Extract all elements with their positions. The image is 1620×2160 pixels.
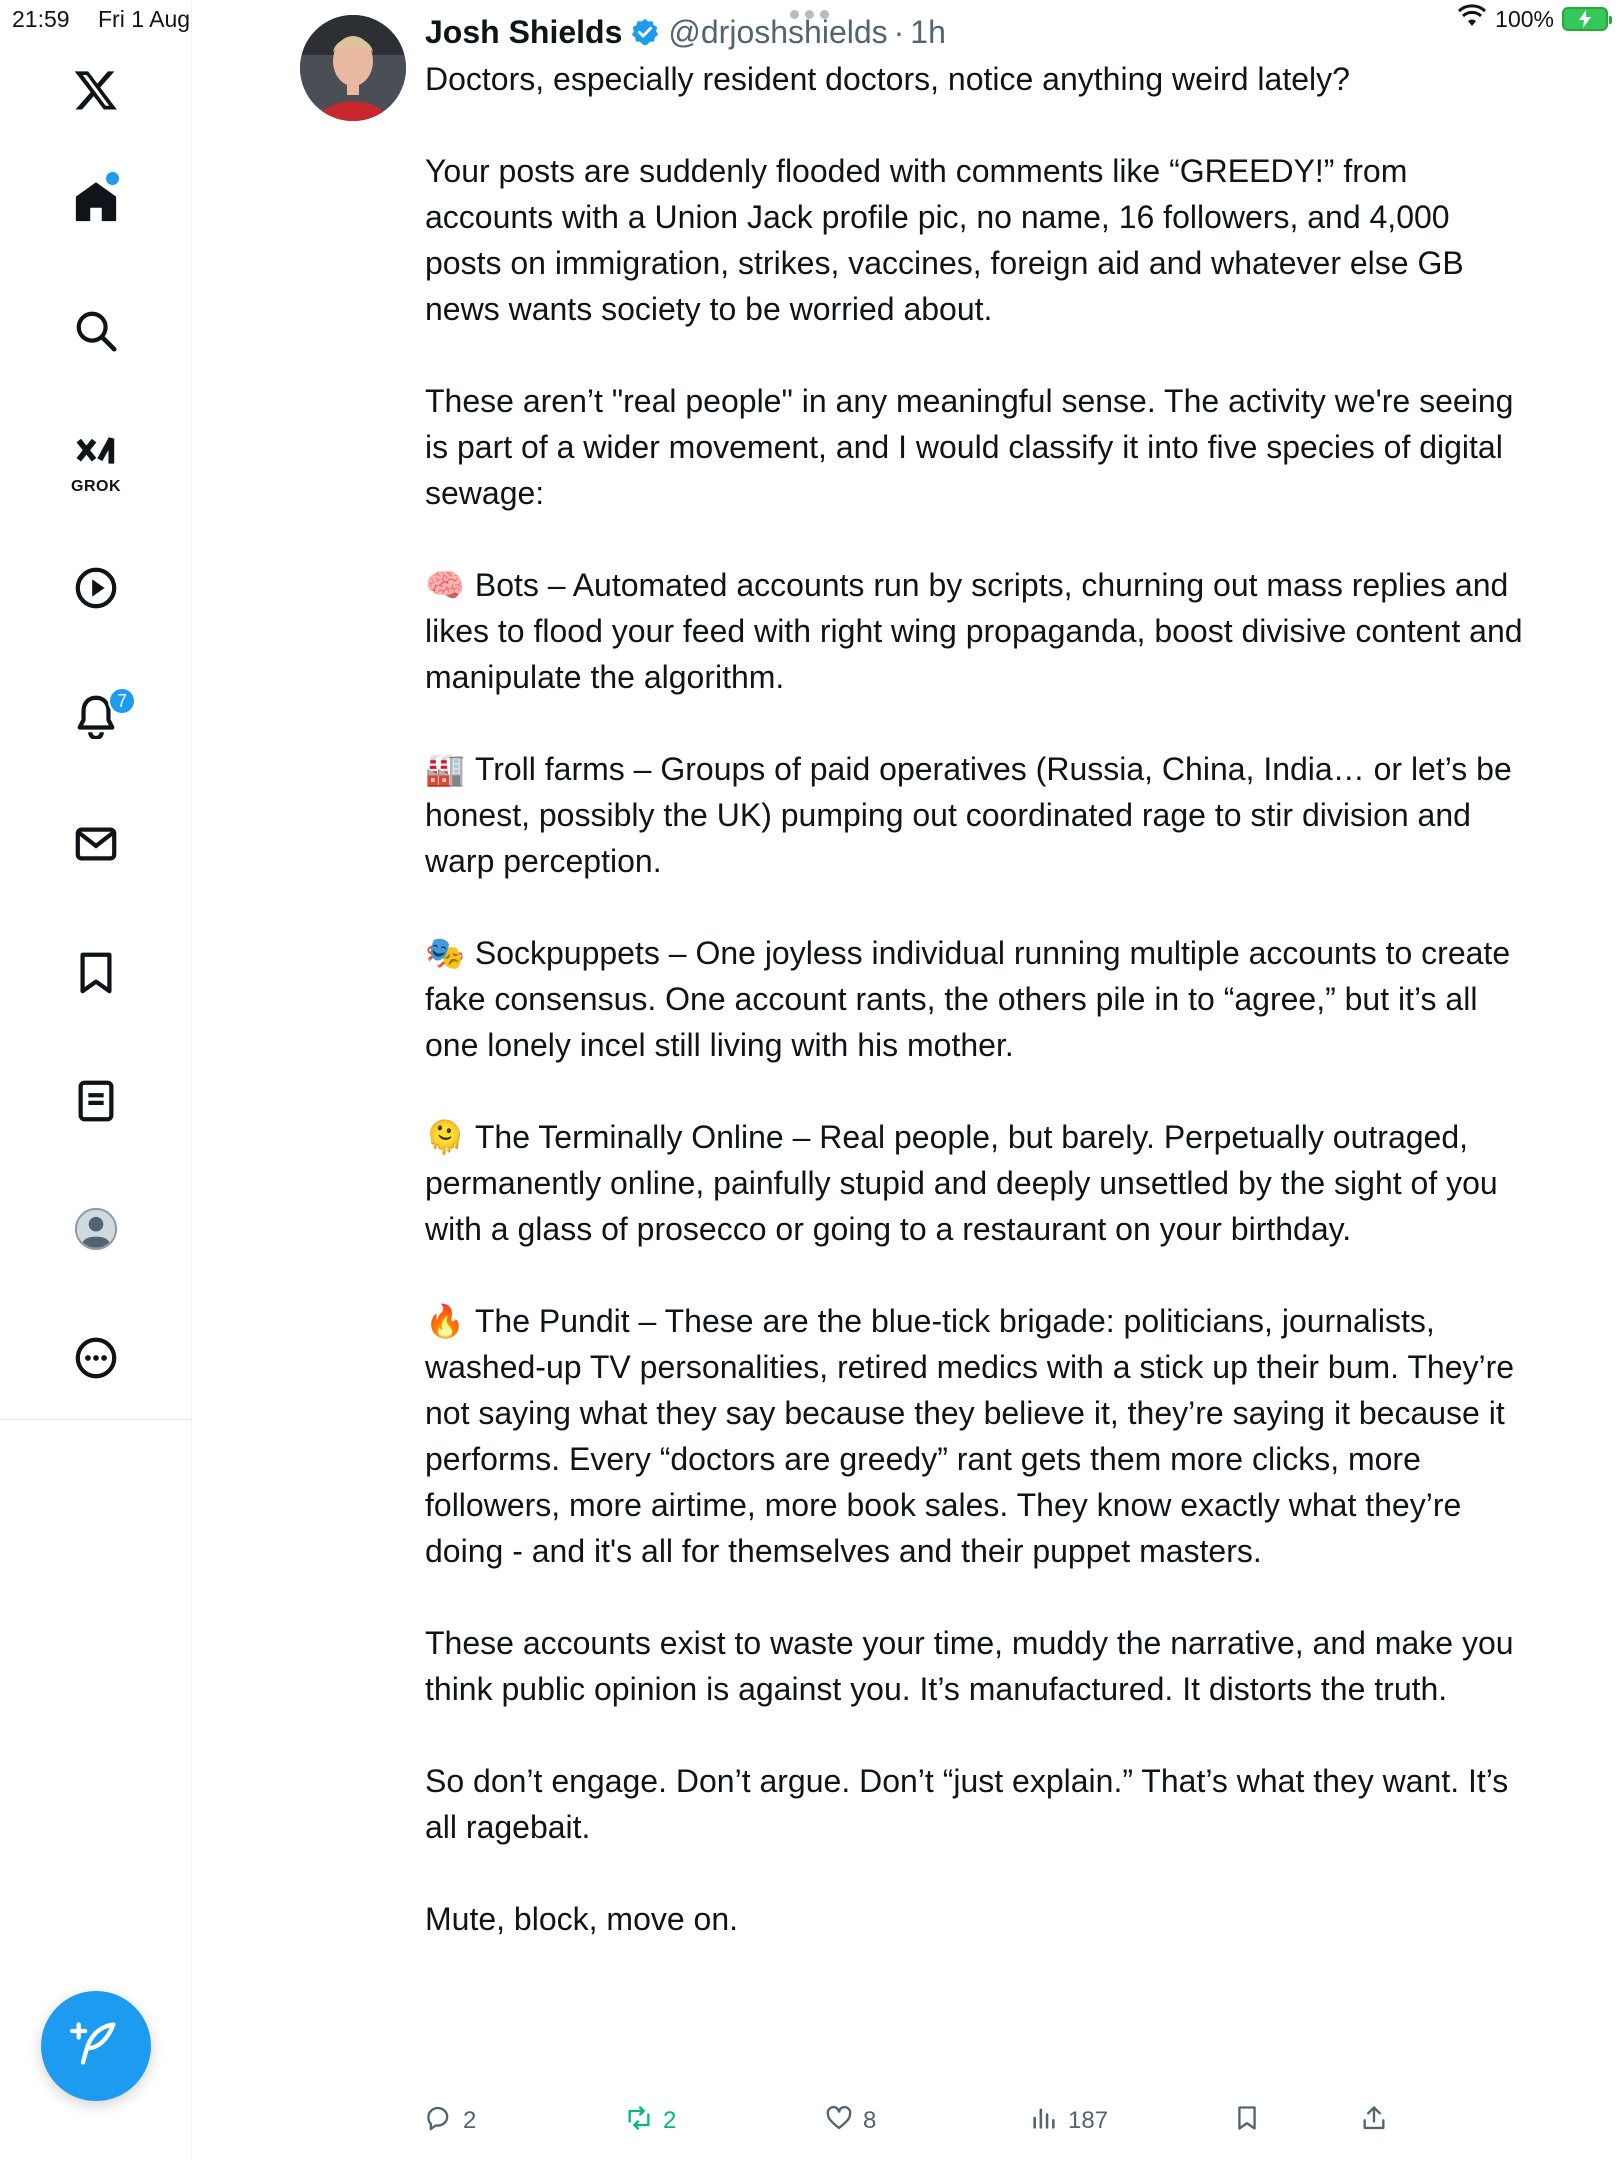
heart-icon (825, 2104, 853, 2139)
mail-icon[interactable] (66, 814, 126, 874)
repost-button[interactable] (625, 2098, 676, 2144)
paragraph: Mute, block, move on. (425, 1901, 739, 1937)
bookmark-button[interactable] (1233, 2098, 1261, 2144)
sidebar-divider (0, 1419, 192, 1420)
author-name[interactable]: Josh Shields (425, 13, 623, 50)
list-icon[interactable] (66, 1071, 126, 1131)
repost-icon (625, 2104, 653, 2139)
status-date: Fri 1 Aug (98, 6, 191, 32)
paragraph: These aren’t "real people" in any meaningful sense. The activity we're seeing is part of a wider movement, and I would classify it into five species of digital sewage: (425, 383, 1514, 511)
compose-feather-icon (70, 2018, 122, 2075)
sidebar (0, 0, 192, 2160)
like-button[interactable] (825, 2098, 876, 2144)
bookmark-icon (1233, 2104, 1261, 2139)
paragraph: Your posts are suddenly flooded with comments like “GREEDY!” from accounts with a Union Jack profile pic, no name, 16 followers, and 4,000 posts on immigration, strikes, vaccines, foreign aid and whatever else GB news wants society to be worried about. (425, 153, 1464, 327)
author-handle[interactable]: @drjoshshields (668, 13, 888, 50)
brain-emoji-icon: 🧠 (425, 567, 465, 603)
paragraph: So don’t engage. Don’t argue. Don’t “just explain.” That’s what they want. It’s all ragebait. (425, 1763, 1509, 1845)
battery-percent: 100% (1495, 5, 1554, 32)
fire-emoji-icon: 🔥 (425, 1303, 465, 1339)
grok-icon[interactable] (66, 424, 126, 484)
paragraph: 🏭 Troll farms – Groups of paid operatives (Russia, China, India… or let’s be honest, possibly the UK) pumping out coordinated rage to stir division and warp perception. (425, 746, 1525, 884)
verified-badge-icon (630, 17, 660, 47)
battery-icon (1562, 7, 1608, 31)
paragraph: 🧠 Bots – Automated accounts run by scripts, churning out mass replies and likes to flood your feed with right wing propaganda, boost divisive content and manipulate the algorithm. (425, 562, 1525, 700)
profile-icon[interactable] (66, 1199, 126, 1259)
wifi-icon (1457, 4, 1487, 34)
melting-face-emoji-icon: 🫠 (425, 1119, 465, 1155)
share-button[interactable] (1360, 2098, 1388, 2144)
x-logo-icon[interactable] (66, 60, 126, 120)
view-count: 187 (1068, 2107, 1109, 2134)
home-notification-dot (106, 172, 119, 185)
tweet-text (425, 56, 1525, 1942)
reply-count: 2 (463, 2107, 477, 2134)
avatar[interactable] (300, 15, 406, 121)
bookmark-icon[interactable] (66, 943, 126, 1003)
views-chart-icon (1030, 2104, 1058, 2139)
paragraph: 🫠 The Terminally Online – Real people, but barely. Perpetually outraged, permanently online, painfully stupid and deeply unsettled by the sight of you with a glass of prosecco or going to a restaurant on your birthday. (425, 1114, 1525, 1252)
status-time: 21:59 (12, 6, 70, 32)
masks-emoji-icon: 🎭 (425, 935, 465, 971)
paragraph: Doctors, especially resident doctors, notice anything weird lately? (425, 61, 1350, 97)
play-icon[interactable] (66, 558, 126, 618)
views-button[interactable] (1030, 2098, 1108, 2144)
paragraph: 🎭 Sockpuppets – One joyless individual running multiple accounts to create fake consensus. One account rants, the others pile in to “agree,” but it’s all one lonely incel still living with his mother. (425, 930, 1525, 1068)
factory-emoji-icon: 🏭 (425, 751, 465, 787)
reply-button[interactable] (425, 2098, 476, 2144)
search-icon[interactable] (66, 301, 126, 361)
paragraph: 🔥 The Pundit – These are the blue-tick brigade: politicians, journalists, washed-up TV personalities, retired medics with a stick up their bum. They’re not saying what they say because they believe it, they’re saying it because it performs. Every “doctors are greedy” rant gets them more clicks, more followers, more airtime, more book sales. They know exactly what they’re doing - and it's all for themselves and their puppet masters. (425, 1298, 1525, 1574)
post-time[interactable]: 1h (910, 13, 946, 50)
notification-badge: 7 (108, 687, 136, 715)
share-icon (1360, 2104, 1388, 2139)
header-separator: · (893, 13, 905, 50)
more-icon[interactable] (66, 1328, 126, 1388)
paragraph: These accounts exist to waste your time, muddy the narrative, and make you think public opinion is against you. It’s manufactured. It distorts the truth. (425, 1625, 1514, 1707)
tweet-actions (425, 2098, 1425, 2144)
status-right (1457, 4, 1608, 34)
tweet-header (425, 8, 946, 56)
reply-icon (425, 2104, 453, 2139)
repost-count: 2 (663, 2107, 677, 2134)
like-count: 8 (863, 2107, 877, 2134)
grok-label: GROK (71, 478, 121, 495)
compose-button[interactable] (41, 1991, 151, 2101)
